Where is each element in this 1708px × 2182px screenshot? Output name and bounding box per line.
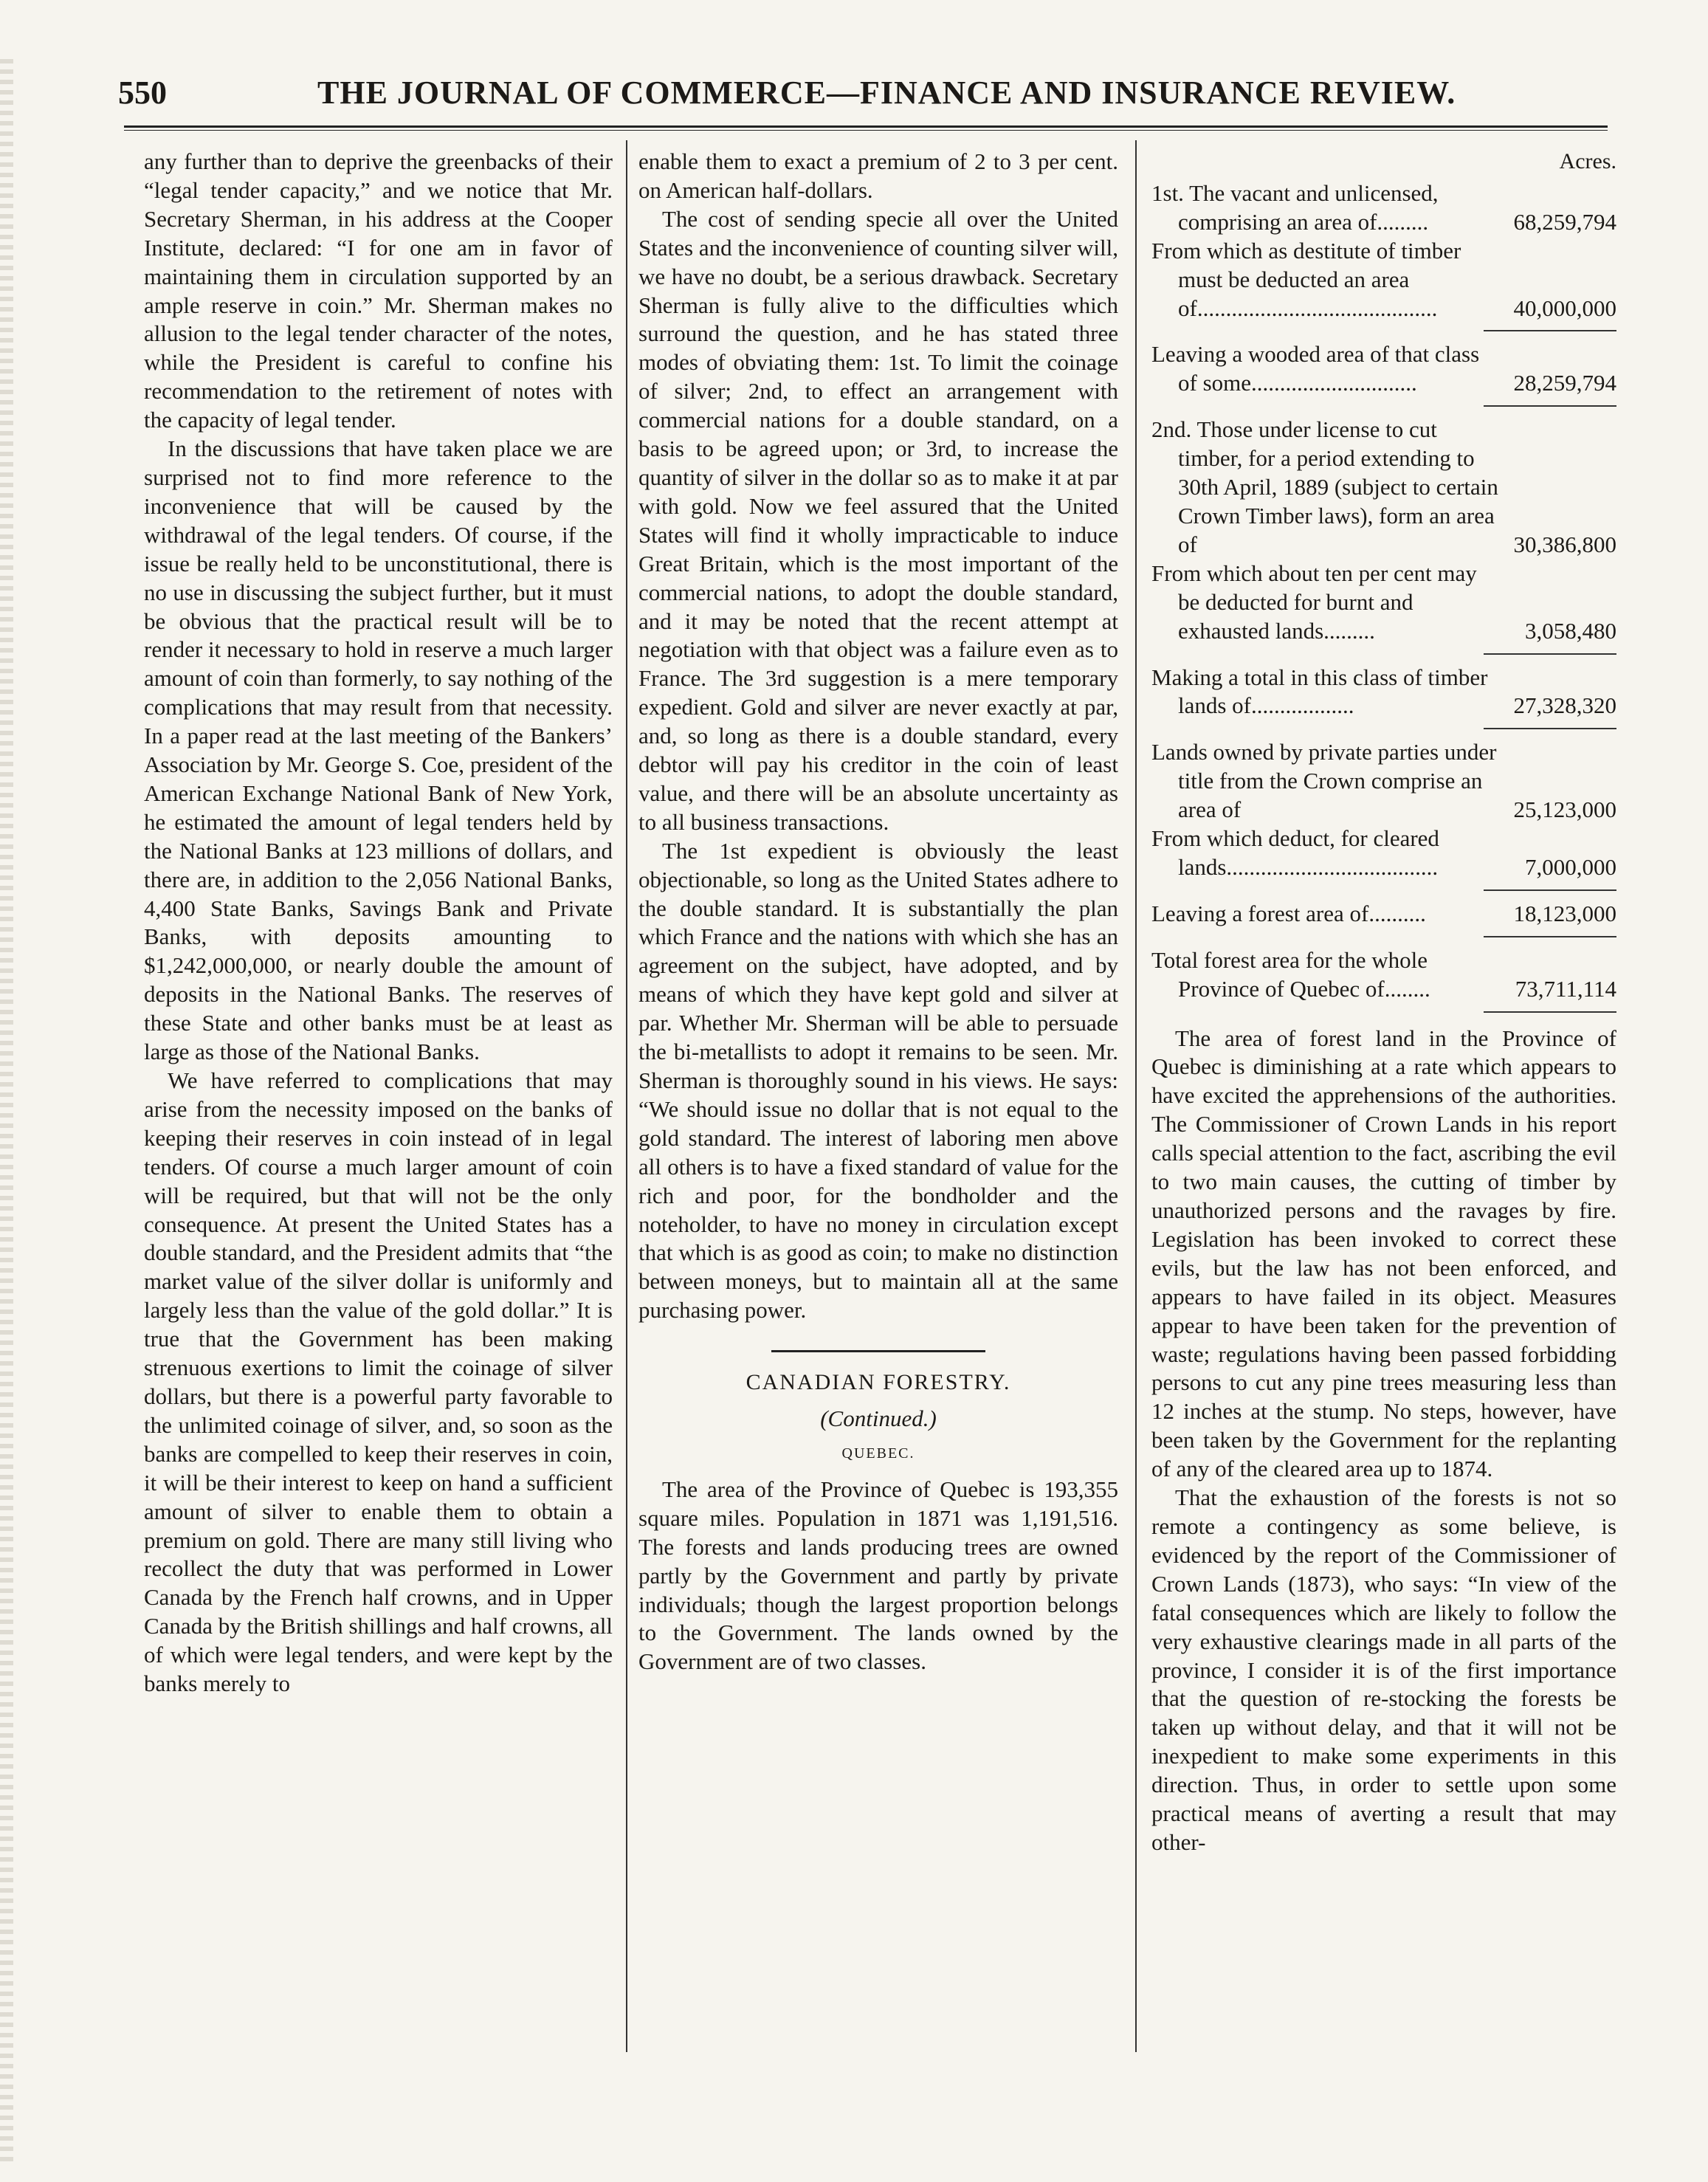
- column-3: [1151, 148, 1616, 2037]
- paragraph: enable them to exact a premium of 2 to 3 per cent. on American half-dollars.: [638, 148, 1118, 203]
- table-row: [1151, 825, 1616, 882]
- table-sum-rule: [1484, 936, 1616, 937]
- table-row-value: 25,123,000: [1513, 796, 1616, 823]
- table-row-value: 18,123,000: [1513, 900, 1616, 926]
- column-divider: [1135, 140, 1137, 2052]
- table-row-label: Lands owned by private parties under title from the Crown comprise an area of: [1151, 739, 1497, 823]
- table-row: [1151, 179, 1616, 237]
- table-sum-rule: [1484, 1011, 1616, 1013]
- paragraph: any further than to deprive the greenbacks of their “legal tender capacity,” and we notice that Mr. Secretary Sherman, in his address at the Cooper Institute, declared: “I for one am in favor of maintaining them in circulation supported by an ample reserve in coin.” Mr. Sherman makes no allusion to the legal tender character of the notes, while the President is careful to confine his recommendation to the retirement of notes with the capacity of legal tender.: [144, 148, 613, 433]
- table-row: [1151, 340, 1616, 398]
- table-sum-rule: [1484, 728, 1616, 729]
- paragraph: The cost of sending specie all over the United States and the inconvenience of counting silver will, we have no doubt, be a serious drawback. Secretary Sherman is fully alive to the difficulties which surround the question, and he has stated three modes of obviating them: 1st. To limit the coinage of silver; 2nd, to effect an arrangement with commercial nations for a double standard, on a basis to be agreed upon; or 3rd, to increase the quantity of silver in the dollar so as to make it at par with gold. Now we feel assured that the United States will find it wholly impracticable to induce Great Britain, which is the most important of the commercial nations, to adopt the double standard, and it may be noted that the recent attempt at negotiation with that object was a failure even as to France. The 3rd suggestion is a mere temporary expedient. Gold and silver are never exactly at par, and, so long as there is a double standard, every debtor will pay his creditor in the coin of least value, and there will be an absolute uncertainty as to all business transactions.: [638, 205, 1118, 835]
- table-row-value: 73,711,114: [1515, 975, 1616, 1002]
- journal-title: THE JOURNAL OF COMMERCE—FINANCE AND INSURANCE REVIEW.: [317, 75, 1456, 111]
- table-row: [1151, 560, 1616, 646]
- column-2: [638, 148, 1118, 2037]
- paragraph: The area of forest land in the Province of Quebec is diminishing at a rate which appears to have excited the apprehensions of the authorities. The Commissioner of Crown Lands in his report calls special attention to the fact, ascribing the evil to two main causes, the cutting of timber by unauthorized persons and the ravages by fire. Legislation has been invoked to correct these evils, but the law has not been enforced, and appears to have failed in its object. Measures appear to have been taken for the prevention of waste; regulations having been passed forbidding persons to cut any pine trees measuring less than 12 inches at the stump. No steps, however, have been taken by the Government for the replanting of any of the cleared area up to 1874.: [1151, 1025, 1616, 1482]
- section-divider: [771, 1350, 985, 1352]
- section-title: CANADIAN FORESTRY.: [745, 1370, 1011, 1395]
- table-row-label: 2nd. Those under license to cut timber, for a period extending to 30th April, 1889 (subject to certain Crown Timber laws), form an area of: [1151, 416, 1498, 557]
- paragraph: The area of the Province of Quebec is 193,355 square miles. Population in 1871 was 1,191,516. The forests and lands producing trees are owned partly by the Government and partly by private individuals; though the largest proportion belongs to the Government. The lands owned by the Government are of two classes.: [638, 1476, 1118, 1675]
- table-row-label: Leaving a wooded area of that class of some.............................: [1151, 341, 1480, 396]
- page-header: [118, 74, 1594, 118]
- column-1: [144, 148, 613, 2037]
- table-row: [1151, 900, 1616, 929]
- paragraph: That the exhaustion of the forests is not so remote a contingency as some believe, is evidenced by the report of the Commissioner of Crown Lands (1873), who says: “In view of the fatal consequences which are likely to follow the very exhaustive clearings made in all parts of the province, I consider it is of the first importance that the question of re-stocking the forests be taken up without delay, and that it will not be inexpedient to make some experiments in this direction. Thus, in order to settle upon some practical means of averting a result that may other-: [1151, 1484, 1616, 1855]
- table-sum-rule: [1484, 889, 1616, 891]
- table-row-value: 68,259,794: [1513, 208, 1616, 235]
- column-3-text: [1151, 1025, 1616, 1857]
- section-subheading: QUEBEC.: [841, 1445, 915, 1462]
- table-sum-rule: [1484, 330, 1616, 331]
- table-row: [1151, 237, 1616, 323]
- table-row: [1151, 946, 1616, 1004]
- table-row-value: 3,058,480: [1525, 617, 1616, 644]
- header-rule: [124, 125, 1608, 131]
- table-row-label: From which deduct, for cleared lands.....................................: [1151, 825, 1439, 880]
- table-row: [1151, 416, 1616, 560]
- paragraph: We have referred to complications that may arise from the necessity imposed on the banks of keeping their reserves in coin instead of in legal tenders. Of course a much larger amount of coin will be required, but that will not be the only consequence. At present the United States has a double standard, and the President admits that “the market value of the silver dollar is uniformly and largely less than the value of the gold dollar.” It is true that the Government has been making strenuous exertions to limit the coinage of silver dollars, but there is a powerful party favorable to the unlimited coinage of silver, and, so soon as the banks are compelled to keep their reserves in coin, it will be their interest to keep on hand a sufficient amount of silver to enable them to obtain a premium on gold. There are many still living who recollect the duty that was performed in Lower Canada by the French half crowns, and in Upper Canada by the British shillings and half crowns, all of which were legal tenders, and were kept by the banks merely to: [144, 1067, 613, 1697]
- table-row-label: Making a total in this class of timber lands of..................: [1151, 664, 1488, 719]
- acres-column-header: Acres.: [1559, 149, 1616, 173]
- table-row-label: Total forest area for the whole Province of Quebec of........: [1151, 946, 1430, 1002]
- table-row-label: Leaving a forest area of..........: [1151, 900, 1426, 926]
- table-row: [1151, 738, 1616, 825]
- table-sum-rule: [1484, 405, 1616, 407]
- column-divider: [626, 140, 627, 2052]
- table-row-label: From which about ten per cent may be deducted for burnt and exhausted lands.........: [1151, 560, 1477, 644]
- table-row-value: 7,000,000: [1525, 853, 1616, 880]
- scan-edge-shadow: [0, 59, 13, 2163]
- paragraph: In the discussions that have taken place we are surprised not to find more reference to the inconvenience that will be caused by the withdrawal of the legal tenders. Of course, if the issue be really held to be unconstitutional, there is no use in discussing the subject further, but it must be obvious that the practical result will be to render it necessary to hold in reserve a much larger amount of coin than formerly, to say nothing of the complications that may result from that necessity. In a paper read at the last meeting of the Bankers’ Association by Mr. George S. Coe, president of the American Exchange National Bank of New York, he estimated the amount of legal tenders held by the National Banks at 123 millions of dollars, and there are, in addition to the 2,056 National Banks, 4,400 State Banks, Savings Bank and Private Banks, with deposits amounting to $1,242,000,000, or nearly double the amount of deposits in the National Banks. The reserves of these State and other banks must be at least as large as those of the National Banks.: [144, 436, 613, 1065]
- table-row-value: 27,328,320: [1513, 692, 1616, 719]
- table-sum-rule: [1484, 653, 1616, 655]
- table-row-value: 40,000,000: [1513, 295, 1616, 321]
- table-row: [1151, 664, 1616, 721]
- paragraph: The 1st expedient is obviously the least objectionable, so long as the United States adhere to the double standard. It is substantially the plan which France and the nations with which she has an agreement on the subject, have adopted, and by means of which they have kept gold and silver at par. Whether Mr. Sherman will be able to persuade the bi-metallists to adopt it remains to be seen. Mr. Sherman is thoroughly sound in his views. He says: “We should issue no dollar that is not equal to the gold standard. The interest of laboring men above all others is to have a fixed standard of value for the rich and poor, for the bondholder and the noteholder, to have no money in circulation except that which is as good as coin; to make no distinction between moneys, but to maintain all at the same purchasing power.: [638, 837, 1118, 1324]
- table-row-value: 30,386,800: [1513, 531, 1616, 557]
- table-row-value: 28,259,794: [1513, 370, 1616, 396]
- table-row-label: 1st. The vacant and unlicensed, comprising an area of.........: [1151, 179, 1439, 235]
- forest-area-table: [1151, 179, 1616, 1013]
- table-row-label: From which as destitute of timber must be deducted an area of..........................................: [1151, 237, 1461, 321]
- page-number: 550: [118, 75, 167, 111]
- section-subtitle: (Continued.): [820, 1405, 937, 1432]
